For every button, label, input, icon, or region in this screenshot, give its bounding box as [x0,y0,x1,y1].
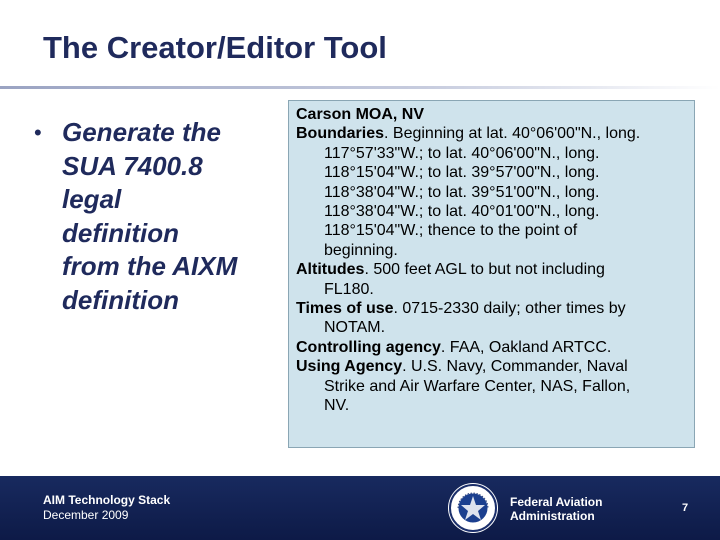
bullet-line: from the AIXM [62,251,238,281]
footer-bar [0,476,720,540]
altitudes-line: FL180. [324,280,374,298]
footer-project: AIM Technology Stack [43,493,171,507]
title-divider [0,86,720,89]
altitudes-line: Altitudes. 500 feet AGL to but not including [296,261,605,279]
bullet-line: SUA 7400.8 [62,150,203,181]
bullet-line: legal [62,184,122,214]
controlling-agency-label: Controlling agency [296,338,441,356]
bullet-point [34,116,274,317]
times-of-use-line: NOTAM. [324,319,386,337]
agency-name: Federal Aviation Administration [510,495,603,523]
page-number: 7 [682,502,689,514]
using-agency-label: Using Agency [296,358,403,376]
bullet-line: definition [62,284,179,315]
boundaries-line: 118°38'04"W.; to lat. 40°01'00"N., long. [324,203,600,221]
times-of-use-line: Times of use. 0715-2330 daily; other times by [296,300,626,318]
boundaries-line: beginning. [324,241,398,259]
boundaries-line: 118°15'04"W.; to lat. 39°57'00"N., long. [324,164,600,182]
bullet-text [62,116,274,317]
boundaries-line: 118°15'04"W.; thence to the point of [324,222,578,240]
slide-title: The Creator/Editor Tool [43,30,387,65]
bullet-marker: • [34,120,42,145]
using-agency-line: NV. [324,397,350,415]
bullet-line: definition [62,217,179,248]
footer-date: December 2009 [43,508,129,522]
faa-seal-icon [448,483,498,533]
definition-heading: Carson MOA, NV [296,106,425,123]
times-of-use-label: Times of use [296,300,394,318]
boundaries-line: 117°57'33"W.; to lat. 40°06'00"N., long. [324,144,600,162]
boundaries-line: Boundaries. Beginning at lat. 40°06'00"N., long. [296,125,641,143]
controlling-agency-line: Controlling agency. FAA, Oakland ARTCC. [296,338,612,356]
using-agency-line: Strike and Air Warfare Center, NAS, Fallon, [324,377,631,395]
boundaries-label: Boundaries [296,125,385,143]
legal-definition-box [288,100,695,448]
bullet-line: Generate the [62,117,221,147]
boundaries-line: 118°38'04"W.; to lat. 39°51'00"N., long. [324,183,600,201]
using-agency-line: Using Agency. U.S. Navy, Commander, Naval [296,358,628,376]
altitudes-label: Altitudes [296,261,365,279]
